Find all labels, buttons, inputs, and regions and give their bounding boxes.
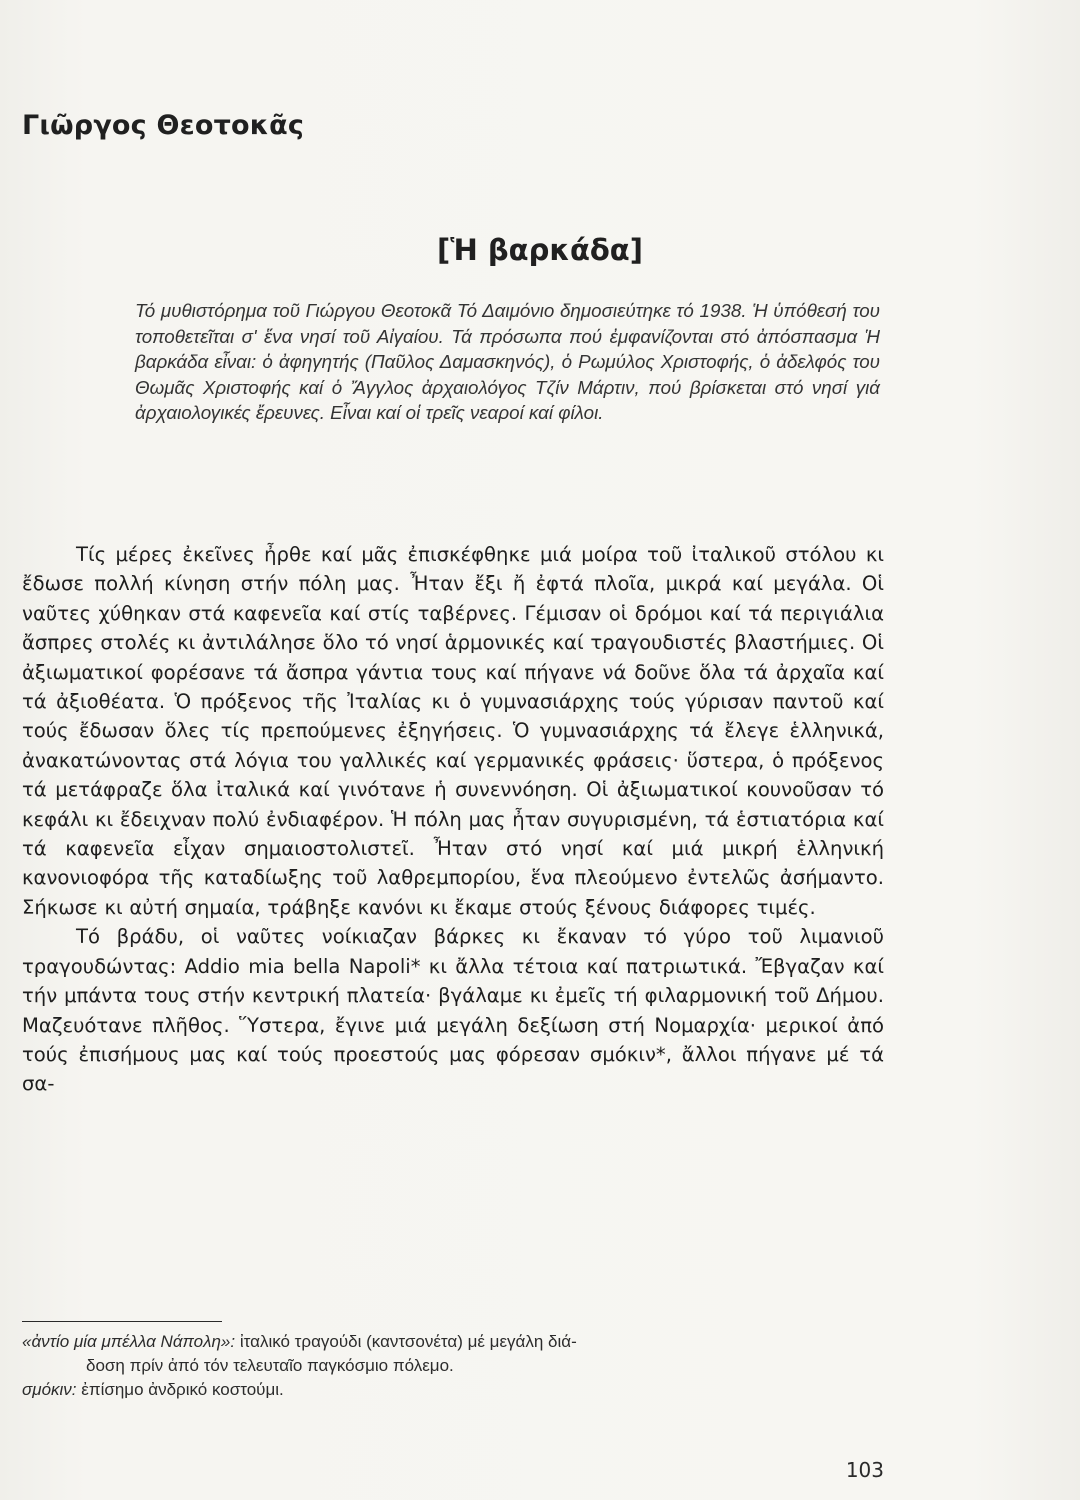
body-paragraph: Τίς μέρες ἐκεῖνες ἦρθε καί μᾶς ἐπισκέφθηκε μιά μοίρα τοῦ ἰταλικοῦ στόλου κι ἔδωσε πολλή κίνηση στήν πόλη μας. Ἦταν ἔξι ἤ ἐφτά πλοῖα, μικρά καί μεγάλα. Οἱ ναῦτες χύθηκαν στά καφενεῖα καί στίς ταβέρνες. Γέμισαν οἱ δρόμοι καί τά περιγιάλια ἄσπρες στολές κι ἀντιλάλησε ὅλο τό νησί ἁρμονικές καί τραγουδιστές βλαστήμιες. Οἱ ἀξιωματικοί φορέσανε τά ἄσπρα γάντια τους καί πήγανε νά δοῦνε ὅλα τά ἀρχαῖα καί τά ἀξιοθέατα. Ὁ πρόξενος τῆς Ἰταλίας κι ὁ γυμνασιάρχης τούς γύρισαν παντοῦ καί τούς ἔδωσαν ὅλες τίς πρεπούμενες ἐξηγήσεις. Ὁ γυμνασιάρχης τά ἔλεγε ἑλληνικά, ἀνακατώνοντας στά λόγια του γαλλικές καί γερμανικές φράσεις· ὕστερα, ὁ πρόξενος τά μετάφραζε ὅλα ἰταλικά καί γινότανε ἡ συνεννόηση. Οἱ ἀξιωματικοί κουνοῦσαν τό κεφάλι κι ἔδειχναν πολύ ἐνδιαφέρον. Ἡ πόλη μας ἦταν συγυρισμένη, τά ἑστιατόρια καί τά καφενεῖα εἶχαν σημαιοστολιστεῖ. Ἦταν στό νησί καί μιά μικρή ἑλληνική κανονιοφόρα τῆς καταδίωξης τοῦ λαθρεμπορίου, ἕνα πλεούμενο ἐντελῶς ἀσήμαντο. Σήκωσε κι αὐτή σημαία, τράβηξε κανόνι κι ἔκαμε στούς ξένους διάφορες τιμές. bbox=[22, 543, 884, 919]
page-number: 103 bbox=[845, 1458, 884, 1482]
footnote-term: «ἀντίο μία μπέλλα Νάπολη»: bbox=[22, 1332, 236, 1351]
footnote-definition: ἰταλικό τραγούδι (καντσονέτα) μέ μεγάλη διά- bbox=[239, 1332, 577, 1351]
intro-note bbox=[135, 298, 880, 426]
footnote-continuation: δοση πρίν ἀπό τόν τελευταῖο παγκόσμιο πόλεμο. bbox=[86, 1356, 454, 1375]
footnotes bbox=[22, 1330, 884, 1402]
footnote-definition: ἐπίσημο ἀνδρικό κοστούμι. bbox=[81, 1380, 284, 1399]
footnote-term: σμόκιν: bbox=[22, 1380, 77, 1399]
chapter-title: [Ἡ βαρκάδα] bbox=[436, 233, 643, 267]
intro-paragraph: Τό μυθιστόρημα τοῦ Γιώργου Θεοτοκᾶ Τό Δαιμόνιο δημοσιεύτηκε τό 1938. Ἡ ὑπόθεσή του τοποθετεῖται σ' ἕνα νησί τοῦ Αἰγαίου. Τά πρόσωπα πού ἐμφανίζονται στό ἀπόσπασμα Ἡ βαρκάδα εἶναι: ὁ ἀφηγητής (Παῦλος Δαμασκηνός), ὁ Ρωμύλος Χριστοφής, ὁ ἀδελφός του Θωμᾶς Χριστοφής καί ὁ Ἄγγλος ἀρχαιολόγος Τζίν Μάρτιν, πού βρίσκεται στό νησί γιά ἀρχαιολογικές ἔρευνες. Εἶναι καί οἱ τρεῖς νεαροί καί φίλοι. bbox=[135, 300, 880, 424]
body-paragraph: Τό βράδυ, οἱ ναῦτες νοίκιαζαν βάρκες κι ἔκαναν τό γύρο τοῦ λιμανιοῦ τραγουδώντας: Addio mia bella Napoli* κι ἄλλα τέτοια καί πατριωτικά. Ἔβγαζαν καί τήν μπάντα τους στήν κεντρική πλατεία· βγάλαμε κι ἐμεῖς τή φιλαρμονική τοῦ Δήμου. Μαζευότανε πλῆθος. Ὕστερα, ἔγινε μιά μεγάλη δεξίωση στή Νομαρχία· μερικοί ἀπό τούς ἐπισήμους μας καί τούς προεστούς μας φόρεσαν σμόκιν*, ἄλλοι πήγανε μέ τά σα- bbox=[22, 925, 884, 1096]
author-heading: Γιῶργος Θεοτοκᾶς bbox=[22, 110, 305, 141]
footnote bbox=[22, 1378, 884, 1402]
main-text bbox=[22, 540, 884, 1099]
footnote bbox=[22, 1330, 884, 1354]
footnote-divider bbox=[22, 1321, 222, 1322]
